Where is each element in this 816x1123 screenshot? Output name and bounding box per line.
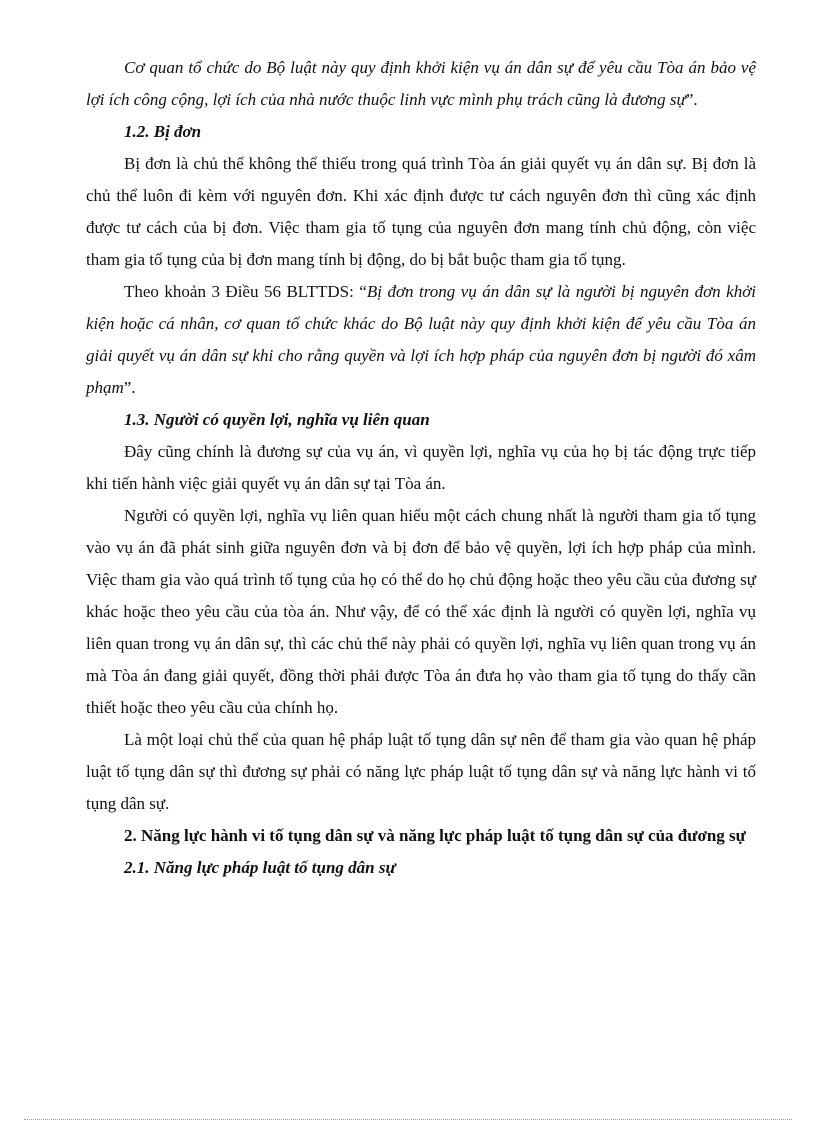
heading-2-1: 2.1. Năng lực pháp luật tố tụng dân sự <box>124 858 396 877</box>
heading-2: 2. Năng lực hành vi tố tụng dân sự và năng lực pháp luật tố tụng dân sự của đương sự <box>124 826 746 845</box>
paragraph-3 <box>86 276 756 404</box>
document-page <box>86 52 756 884</box>
paragraph-1-quote: Cơ quan tổ chức do Bộ luật này quy định khởi kiện vụ án dân sự để yêu cầu Tòa án bảo vệ lợi ích công cộng, lợi ích của nhà nước thuộc linh vực mình phụ trách cũng là đương sự <box>86 58 756 109</box>
paragraph-6: Là một loại chủ thể của quan hệ pháp luật tố tụng dân sự nên để tham gia vào quan hệ pháp luật tố tụng dân sự thì đương sự phải có năng lực pháp luật tố tụng dân sự và năng lực hành vi tố tụng dân sự. <box>86 730 756 813</box>
heading-1-2: 1.2. Bị đơn <box>124 122 202 141</box>
paragraph-3-quote: Bị đơn trong vụ án dân sự là người bị nguyên đơn khởi kiện hoặc cá nhân, cơ quan tổ chức khác do Bộ luật này quy định khởi kiện để yêu cầu Tòa án giải quyết vụ án dân sự khi cho rằng quyền và lợi ích hợp pháp của nguyên đơn bị người đó xâm phạm <box>86 282 757 397</box>
paragraph-3-lead: Theo khoản 3 Điều 56 BLTTDS: “ <box>124 282 367 301</box>
page-bottom-divider <box>24 1119 792 1120</box>
paragraph-1-close-quote: ”. <box>685 90 698 109</box>
heading-1-3: 1.3. Người có quyền lợi, nghĩa vụ liên quan <box>124 410 430 429</box>
paragraph-4: Đây cũng chính là đương sự của vụ án, vì quyền lợi, nghĩa vụ của họ bị tác động trực tiếp khi tiến hành việc giải quyết vụ án dân sự tại Tòa án. <box>86 442 756 493</box>
paragraph-5: Người có quyền lợi, nghĩa vụ liên quan hiểu một cách chung nhất là người tham gia tố tụng vào vụ án đã phát sinh giữa nguyên đơn và bị đơn để bảo vệ quyền, lợi ích hợp pháp của mình. Việc tham gia vào quá trình tố tụng của họ có thể do họ chủ động hoặc theo yêu cầu của đương sự khác hoặc theo yêu cầu của tòa án. Như vậy, để có thể xác định là người có quyền lợi, nghĩa vụ liên quan trong vụ án dân sự, thì các chủ thể này phải có quyền lợi, nghĩa vụ liên quan trong vụ án mà Tòa án đang giải quyết, đồng thời phải được Tòa án đưa họ vào tham gia tố tụng do thấy cần thiết hoặc theo yêu cầu của chính họ. <box>86 506 756 717</box>
paragraph-3-close-quote: ”. <box>123 378 136 397</box>
paragraph-2: Bị đơn là chủ thể không thể thiếu trong quá trình Tòa án giải quyết vụ án dân sự. Bị đơn là chủ thể luôn đi kèm với nguyên đơn. Khi xác định được tư cách nguyên đơn thì cũng xác định được tư cách của bị đơn. Việc tham gia tố tụng của nguyên đơn mang tính chủ động, còn việc tham gia tố tụng của bị đơn mang tính bị động, do bị bắt buộc tham gia tố tụng. <box>86 154 756 269</box>
paragraph-1 <box>86 52 756 116</box>
